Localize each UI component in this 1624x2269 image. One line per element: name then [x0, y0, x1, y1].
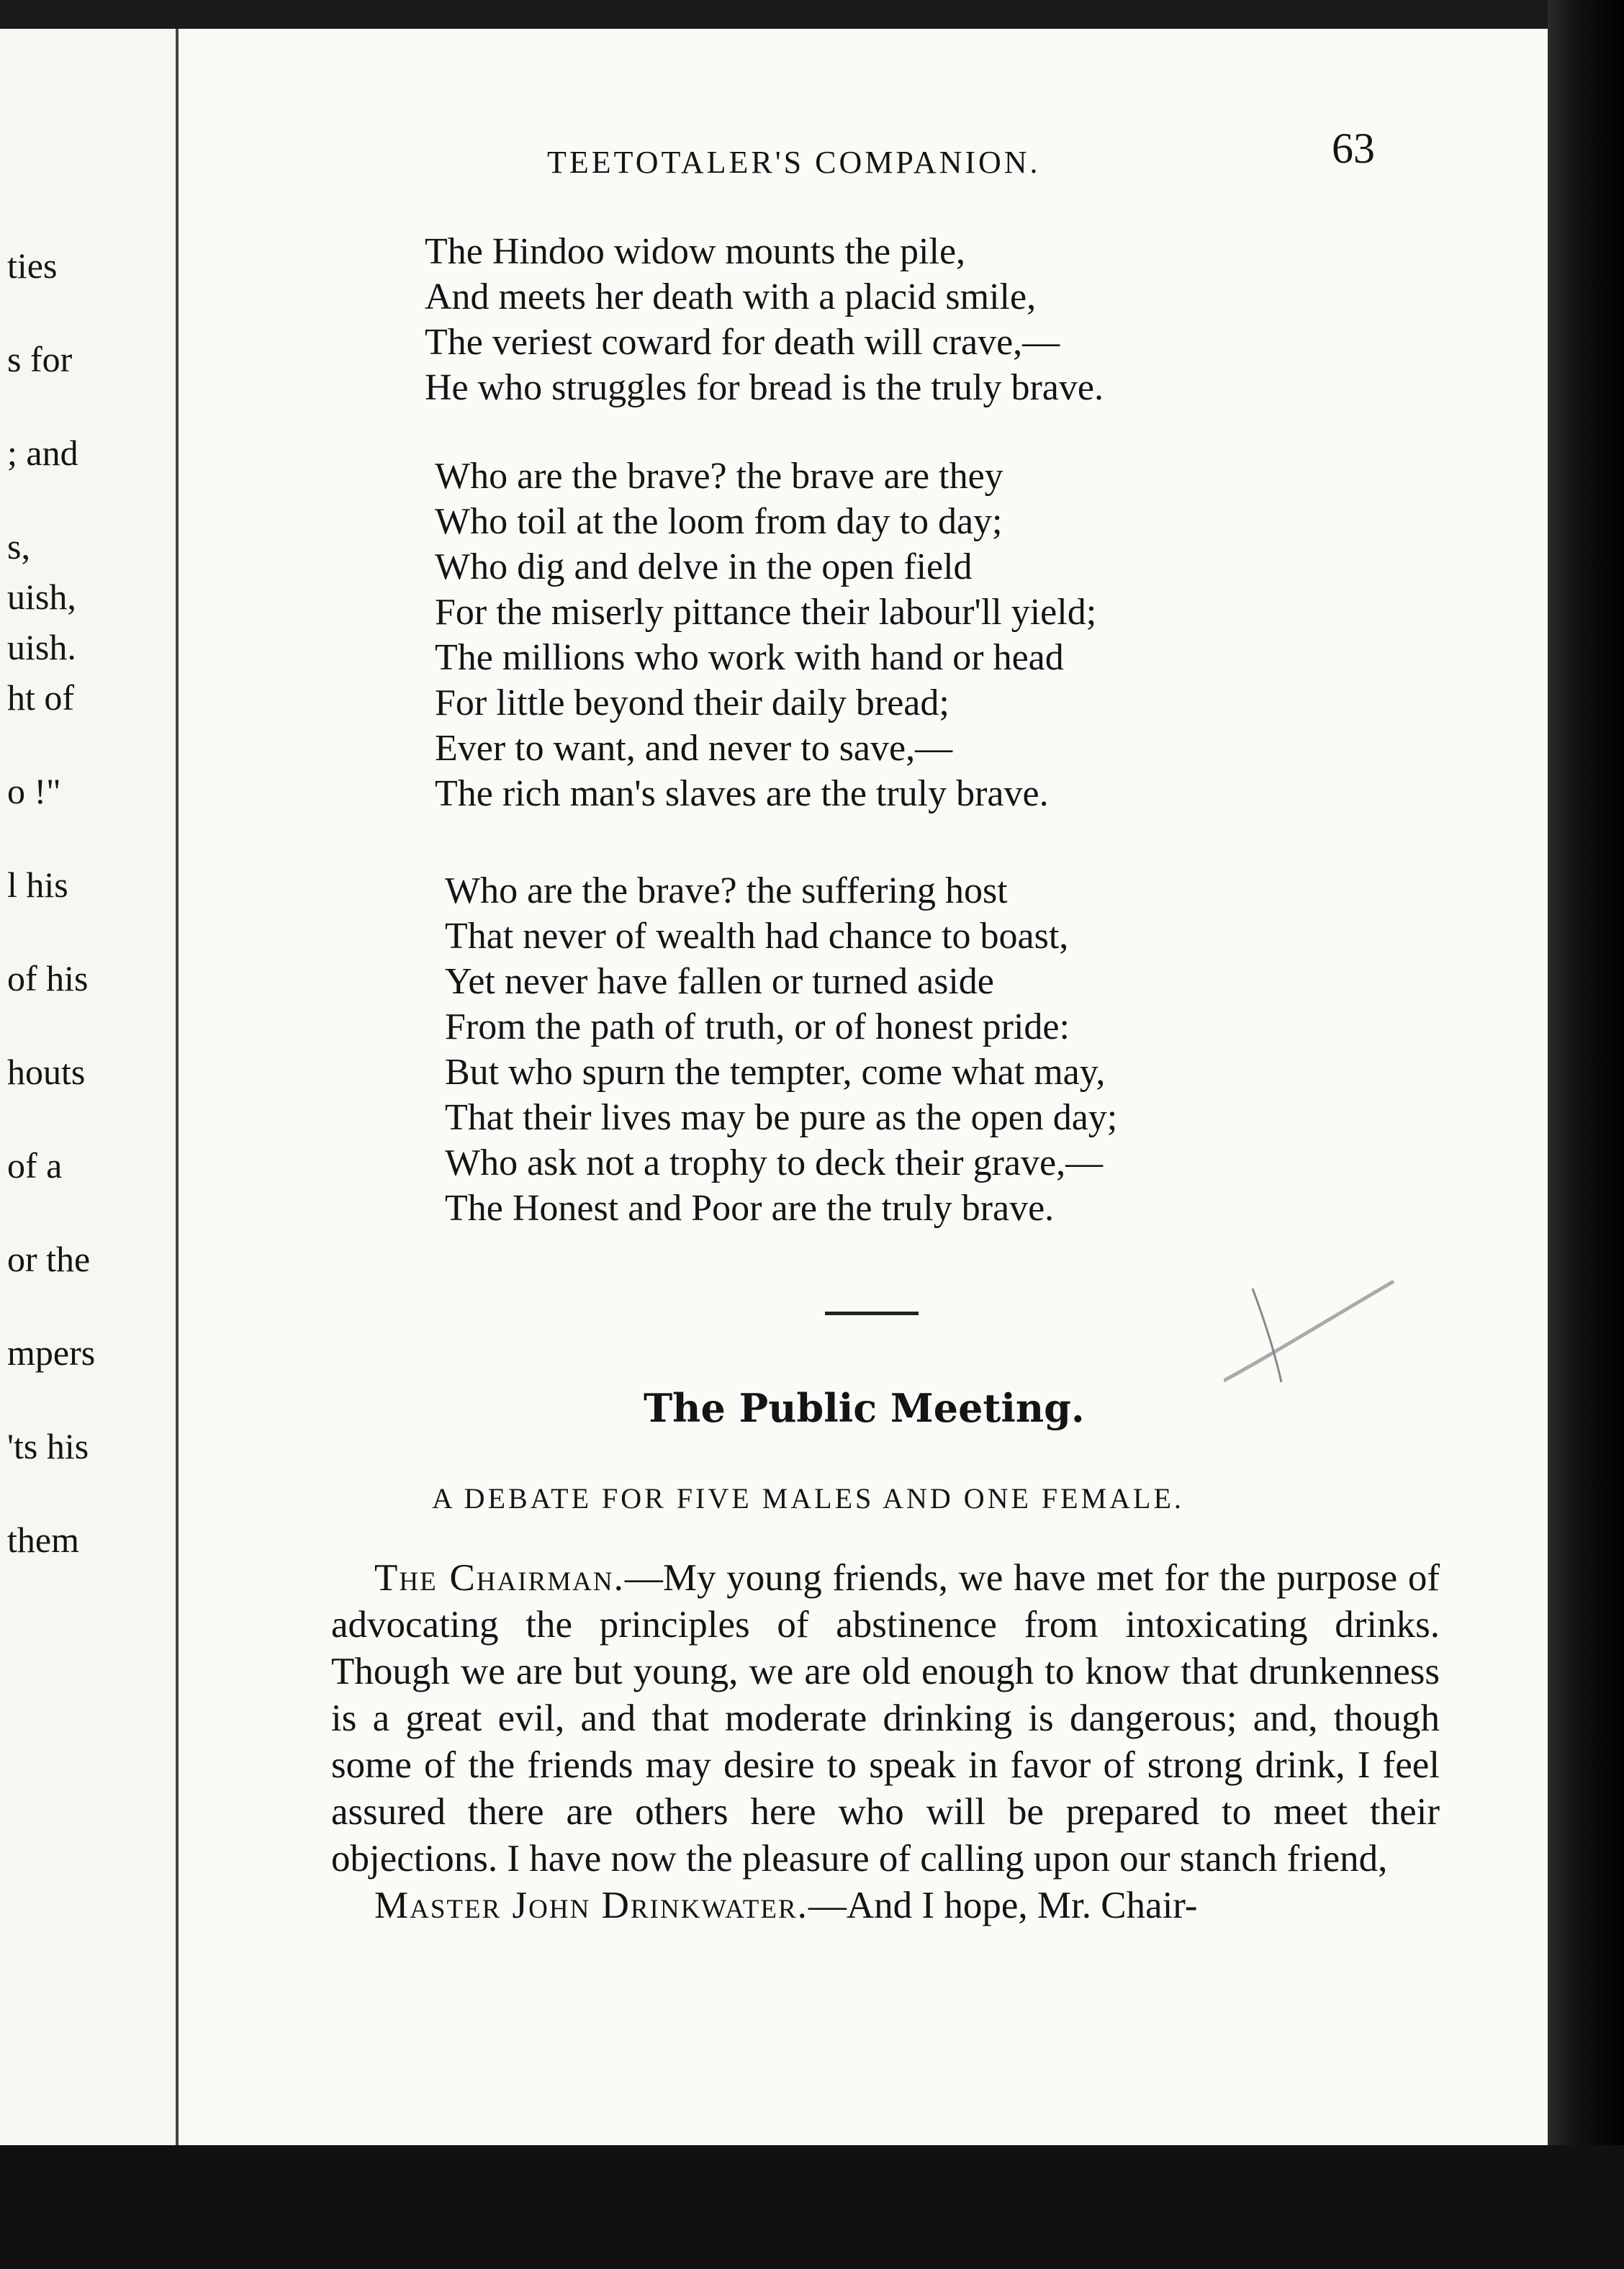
verse-line: That their lives may be pure as the open day; [445, 1097, 1118, 1138]
left-page-text-fragment: o !" [7, 771, 61, 811]
poem-stanza-1 [425, 229, 1104, 410]
verse-line: And meets her death with a placid smile, [425, 276, 1037, 317]
left-page-text-fragment: uish, [7, 577, 76, 617]
section-divider [825, 1312, 919, 1315]
verse-line: Who are the brave? the suffering host [445, 870, 1008, 911]
left-page-text-fragment: uish. [7, 627, 76, 667]
book-edge [1548, 0, 1624, 2269]
verse-line: For the miserly pittance their labour'll yield; [435, 592, 1097, 633]
running-head: TEETOTALER'S COMPANION. [547, 145, 1041, 180]
section-subtitle: A DEBATE FOR FIVE MALES AND ONE FEMALE. [432, 1482, 1184, 1515]
left-page-text-fragment: them [7, 1520, 79, 1560]
left-page-text-fragment: ties [7, 245, 58, 286]
paragraph [331, 1555, 1440, 1882]
speaker-name: Master John Drinkwater. [374, 1885, 808, 1926]
verse-line: Who ask not a trophy to deck their grave,— [445, 1142, 1104, 1183]
verse-line: He who struggles for bread is the truly brave. [425, 367, 1104, 408]
verse-line: Yet never have fallen or turned aside [445, 961, 994, 1002]
left-page-text-fragment: s, [7, 526, 30, 567]
left-page-text-fragment: ; and [7, 433, 78, 473]
verse-line: Who toil at the loom from day to day; [435, 501, 1003, 542]
speech-text: —My young friends, we have met for the purpose of advocating the principles of abstinence from intoxicating drinks. Though we are but young, we are old enough to know that drunkenness is a great evil, and that moderate drinking is dangerous; and, though some of the friends may desire to speak in favor of strong drink, I feel assured there are others here who will be prepared to meet their objections. I have now the pleasure of calling upon our stanch friend, [331, 1557, 1440, 1880]
left-page-text-fragment: mpers [7, 1332, 96, 1373]
verse-line: The millions who work with hand or head [435, 637, 1064, 678]
speech-text: —And I hope, Mr. Chair- [808, 1885, 1198, 1926]
left-page-text-fragment: s for [7, 339, 73, 379]
page-number: 63 [1332, 125, 1375, 172]
paragraph [331, 1882, 1440, 1929]
speaker-name: The Chairman. [374, 1557, 625, 1599]
scan-border [0, 2145, 1624, 2269]
poem-stanza-3 [445, 868, 1117, 1231]
section-title: The Public Meeting. [644, 1385, 1085, 1431]
poem-stanza-2 [435, 454, 1096, 816]
verse-line: From the path of truth, or of honest pride: [445, 1006, 1070, 1047]
left-page-text-fragment: l his [7, 865, 68, 905]
left-page-text-fragment: of a [7, 1145, 63, 1186]
left-page-text-fragment: 'ts his [7, 1426, 89, 1466]
verse-line: The Hindoo widow mounts the pile, [425, 231, 966, 272]
verse-line: The Honest and Poor are the truly brave. [445, 1188, 1055, 1229]
verse-line: Who dig and delve in the open field [435, 546, 973, 587]
verse-line: For little beyond their daily bread; [435, 682, 949, 723]
pencil-mark [1224, 1274, 1397, 1389]
verse-line: Who are the brave? the brave are they [435, 456, 1003, 497]
left-page-text-fragment: ht of [7, 677, 75, 718]
verse-line: But who spurn the tempter, come what may, [445, 1052, 1106, 1093]
left-page-text-fragment: houts [7, 1052, 86, 1092]
verse-line: That never of wealth had chance to boast, [445, 916, 1069, 957]
verse-line: Ever to want, and never to save,— [435, 728, 953, 769]
body-text [331, 1555, 1440, 1929]
left-page-text-fragment: or the [7, 1239, 91, 1279]
verse-line: The rich man's slaves are the truly brave. [435, 773, 1049, 814]
left-page-text-fragment: of his [7, 958, 89, 998]
verse-line: The veriest coward for death will crave,— [425, 322, 1060, 363]
